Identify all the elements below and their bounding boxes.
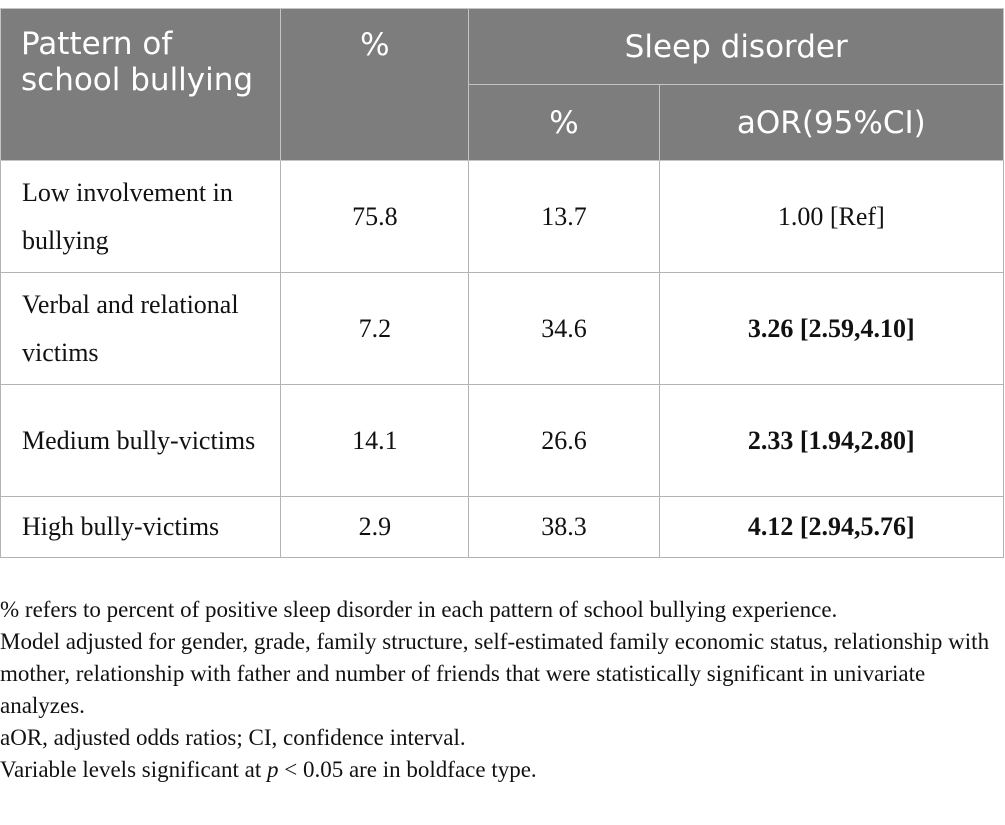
row-sleep-percent: 26.6 — [469, 385, 659, 497]
table-row — [1, 497, 1004, 558]
row-pattern: High bully-victims — [1, 497, 281, 558]
header-percent: % — [281, 9, 469, 161]
row-sleep-percent: 38.3 — [469, 497, 659, 558]
footnote-abbreviations: aOR, adjusted odds ratios; CI, confidence interval. — [0, 725, 466, 750]
row-pattern: Low involvement in bullying — [1, 161, 281, 273]
table-footnotes — [0, 594, 1005, 786]
significance-suffix: < 0.05 are in boldface type. — [278, 757, 537, 782]
table-row — [1, 385, 1004, 497]
table-row — [1, 273, 1004, 385]
row-percent: 75.8 — [281, 161, 469, 273]
p-value-symbol: p — [266, 757, 279, 782]
row-aor: 2.33 [1.94,2.80] — [659, 385, 1003, 497]
results-table — [0, 8, 1004, 558]
row-percent: 14.1 — [281, 385, 469, 497]
header-aor: aOR(95%CI) — [659, 85, 1003, 161]
row-aor: 1.00 [Ref] — [659, 161, 1003, 273]
row-sleep-percent: 13.7 — [469, 161, 659, 273]
table-row — [1, 161, 1004, 273]
header-sleep-percent: % — [469, 85, 659, 161]
header-sleep-disorder: Sleep disorder — [469, 9, 1004, 85]
footnote-percent: % refers to percent of positive sleep disorder in each pattern of school bullying experience. — [0, 597, 838, 622]
significance-prefix: Variable levels significant at — [0, 757, 267, 782]
header-pattern: Pattern of school bullying — [1, 9, 281, 161]
row-sleep-percent: 34.6 — [469, 273, 659, 385]
row-aor: 3.26 [2.59,4.10] — [659, 273, 1003, 385]
row-pattern: Medium bully-victims — [1, 385, 281, 497]
row-percent: 2.9 — [281, 497, 469, 558]
footnote-model-adjustment: Model adjusted for gender, grade, family structure, self-estimated family economic status, relationship with mother, relationship with father and number of friends that were statistically significant in univariate analyzes. — [0, 629, 990, 718]
row-pattern: Verbal and relational victims — [1, 273, 281, 385]
row-aor: 4.12 [2.94,5.76] — [659, 497, 1003, 558]
footnote-significance — [0, 754, 1005, 786]
row-percent: 7.2 — [281, 273, 469, 385]
table-header — [1, 9, 1004, 161]
